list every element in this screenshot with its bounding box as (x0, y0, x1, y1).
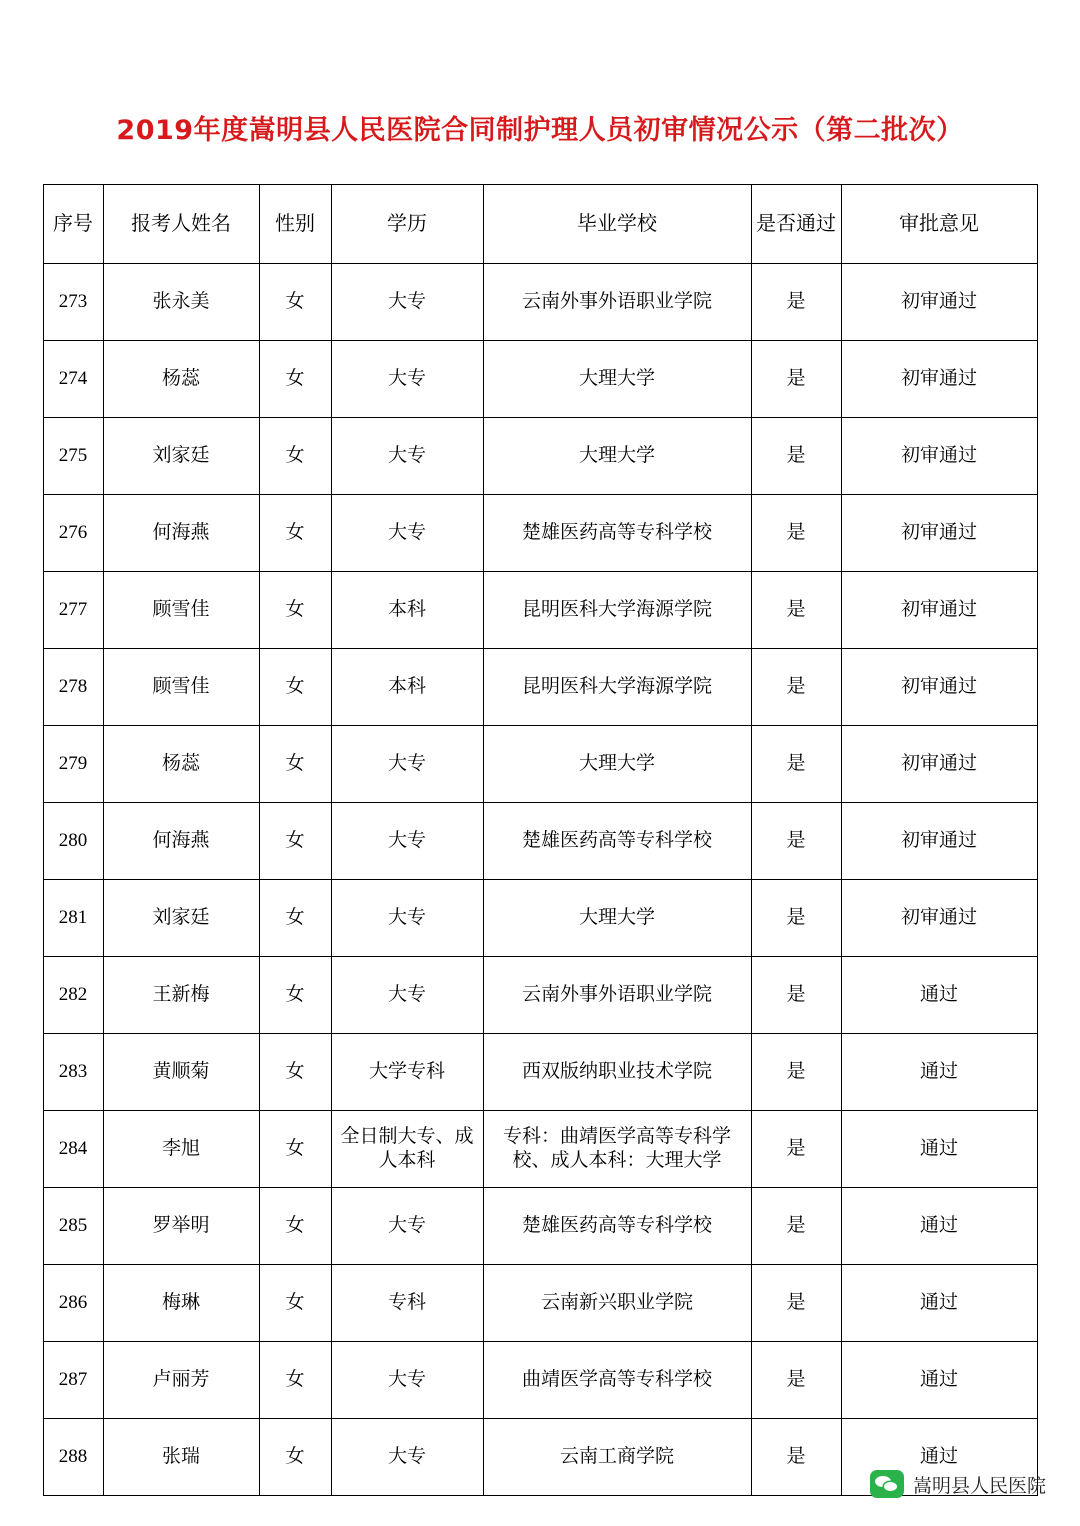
cell-index: 276 (43, 495, 103, 572)
wechat-footer (870, 1470, 1046, 1498)
table-row (43, 880, 1037, 957)
cell-index: 277 (43, 572, 103, 649)
cell-name: 何海燕 (103, 803, 259, 880)
cell-name: 黄顺菊 (103, 1034, 259, 1111)
cell-pass: 是 (751, 1034, 841, 1111)
cell-sex: 女 (259, 803, 331, 880)
table-header-row (43, 185, 1037, 264)
cell-sex: 女 (259, 1111, 331, 1188)
column-header-sex: 性别 (259, 185, 331, 264)
cell-school: 西双版纳职业技术学院 (483, 1034, 751, 1111)
cell-pass: 是 (751, 1419, 841, 1496)
cell-name: 张永美 (103, 264, 259, 341)
table-row (43, 572, 1037, 649)
table-row (43, 418, 1037, 495)
table-row (43, 495, 1037, 572)
cell-index: 274 (43, 341, 103, 418)
column-header-school: 毕业学校 (483, 185, 751, 264)
cell-pass: 是 (751, 418, 841, 495)
cell-pass: 是 (751, 1111, 841, 1188)
cell-school: 曲靖医学高等专科学校 (483, 1342, 751, 1419)
column-header-education: 学历 (331, 185, 483, 264)
cell-education: 大专 (331, 1419, 483, 1496)
cell-index: 288 (43, 1419, 103, 1496)
column-header-name: 报考人姓名 (103, 185, 259, 264)
cell-education: 大专 (331, 957, 483, 1034)
cell-name: 何海燕 (103, 495, 259, 572)
cell-opinion: 初审通过 (841, 418, 1037, 495)
cell-education: 大专 (331, 803, 483, 880)
cell-pass: 是 (751, 341, 841, 418)
table-row (43, 1034, 1037, 1111)
table-row (43, 264, 1037, 341)
cell-name: 顾雪佳 (103, 572, 259, 649)
cell-index: 280 (43, 803, 103, 880)
cell-sex: 女 (259, 1419, 331, 1496)
cell-education: 全日制大专、成人本科 (331, 1111, 483, 1188)
cell-school: 大理大学 (483, 726, 751, 803)
table-row (43, 341, 1037, 418)
cell-education: 大专 (331, 341, 483, 418)
cell-index: 285 (43, 1188, 103, 1265)
cell-opinion: 通过 (841, 1111, 1037, 1188)
cell-education: 大专 (331, 1188, 483, 1265)
cell-pass: 是 (751, 1265, 841, 1342)
cell-index: 284 (43, 1111, 103, 1188)
cell-education: 本科 (331, 649, 483, 726)
cell-school: 大理大学 (483, 341, 751, 418)
cell-name: 杨蕊 (103, 726, 259, 803)
cell-pass: 是 (751, 726, 841, 803)
page-title: 2019年度嵩明县人民医院合同制护理人员初审情况公示（第二批次） (116, 115, 964, 146)
cell-sex: 女 (259, 1265, 331, 1342)
cell-pass: 是 (751, 1188, 841, 1265)
cell-opinion: 初审通过 (841, 264, 1037, 341)
cell-pass: 是 (751, 264, 841, 341)
cell-pass: 是 (751, 803, 841, 880)
cell-sex: 女 (259, 726, 331, 803)
cell-school: 楚雄医药高等专科学校 (483, 1188, 751, 1265)
table-row (43, 649, 1037, 726)
cell-school: 云南新兴职业学院 (483, 1265, 751, 1342)
cell-name: 张瑞 (103, 1419, 259, 1496)
table-row (43, 957, 1037, 1034)
cell-pass: 是 (751, 649, 841, 726)
cell-index: 281 (43, 880, 103, 957)
cell-name: 梅琳 (103, 1265, 259, 1342)
cell-school: 云南工商学院 (483, 1419, 751, 1496)
cell-education: 大学专科 (331, 1034, 483, 1111)
cell-index: 275 (43, 418, 103, 495)
column-header-opinion: 审批意见 (841, 185, 1037, 264)
table-row (43, 1111, 1037, 1188)
table-row (43, 726, 1037, 803)
cell-index: 273 (43, 264, 103, 341)
cell-sex: 女 (259, 264, 331, 341)
table-body (43, 264, 1037, 1496)
cell-sex: 女 (259, 649, 331, 726)
cell-opinion: 初审通过 (841, 726, 1037, 803)
cell-sex: 女 (259, 1342, 331, 1419)
table-row (43, 1188, 1037, 1265)
cell-sex: 女 (259, 957, 331, 1034)
cell-sex: 女 (259, 1188, 331, 1265)
cell-pass: 是 (751, 572, 841, 649)
cell-school: 楚雄医药高等专科学校 (483, 803, 751, 880)
cell-index: 283 (43, 1034, 103, 1111)
cell-school: 楚雄医药高等专科学校 (483, 495, 751, 572)
cell-index: 279 (43, 726, 103, 803)
cell-opinion: 通过 (841, 957, 1037, 1034)
cell-school: 专科：曲靖医学高等专科学校、成人本科：大理大学 (483, 1111, 751, 1188)
column-header-index: 序号 (43, 185, 103, 264)
cell-opinion: 初审通过 (841, 572, 1037, 649)
cell-education: 大专 (331, 880, 483, 957)
table-row (43, 1342, 1037, 1419)
cell-pass: 是 (751, 1342, 841, 1419)
cell-sex: 女 (259, 880, 331, 957)
cell-opinion: 通过 (841, 1034, 1037, 1111)
cell-school: 大理大学 (483, 418, 751, 495)
cell-opinion: 初审通过 (841, 880, 1037, 957)
table-row (43, 803, 1037, 880)
cell-name: 顾雪佳 (103, 649, 259, 726)
cell-opinion: 初审通过 (841, 495, 1037, 572)
cell-school: 昆明医科大学海源学院 (483, 572, 751, 649)
wechat-icon (870, 1470, 904, 1498)
applicant-review-table (43, 184, 1038, 1496)
column-header-pass: 是否通过 (751, 185, 841, 264)
cell-opinion: 初审通过 (841, 341, 1037, 418)
cell-sex: 女 (259, 1034, 331, 1111)
cell-name: 王新梅 (103, 957, 259, 1034)
cell-pass: 是 (751, 957, 841, 1034)
cell-education: 大专 (331, 495, 483, 572)
cell-opinion: 通过 (841, 1342, 1037, 1419)
cell-opinion: 通过 (841, 1265, 1037, 1342)
cell-index: 278 (43, 649, 103, 726)
cell-sex: 女 (259, 418, 331, 495)
cell-name: 李旭 (103, 1111, 259, 1188)
cell-sex: 女 (259, 495, 331, 572)
cell-education: 本科 (331, 572, 483, 649)
cell-name: 刘家廷 (103, 418, 259, 495)
cell-sex: 女 (259, 572, 331, 649)
cell-name: 罗举明 (103, 1188, 259, 1265)
cell-education: 大专 (331, 264, 483, 341)
cell-school: 云南外事外语职业学院 (483, 957, 751, 1034)
cell-education: 大专 (331, 1342, 483, 1419)
cell-index: 286 (43, 1265, 103, 1342)
cell-sex: 女 (259, 341, 331, 418)
cell-name: 杨蕊 (103, 341, 259, 418)
cell-education: 大专 (331, 418, 483, 495)
cell-name: 刘家廷 (103, 880, 259, 957)
cell-name: 卢丽芳 (103, 1342, 259, 1419)
cell-school: 昆明医科大学海源学院 (483, 649, 751, 726)
cell-school: 云南外事外语职业学院 (483, 264, 751, 341)
cell-pass: 是 (751, 880, 841, 957)
cell-education: 大专 (331, 726, 483, 803)
table-row (43, 1265, 1037, 1342)
cell-opinion: 通过 (841, 1188, 1037, 1265)
cell-opinion: 初审通过 (841, 649, 1037, 726)
cell-opinion: 初审通过 (841, 803, 1037, 880)
cell-pass: 是 (751, 495, 841, 572)
cell-school: 大理大学 (483, 880, 751, 957)
wechat-account-name: 嵩明县人民医院 (912, 1474, 1046, 1497)
cell-education: 专科 (331, 1265, 483, 1342)
cell-index: 282 (43, 957, 103, 1034)
cell-index: 287 (43, 1342, 103, 1419)
cell-opinion: 通过 (841, 1419, 1037, 1496)
